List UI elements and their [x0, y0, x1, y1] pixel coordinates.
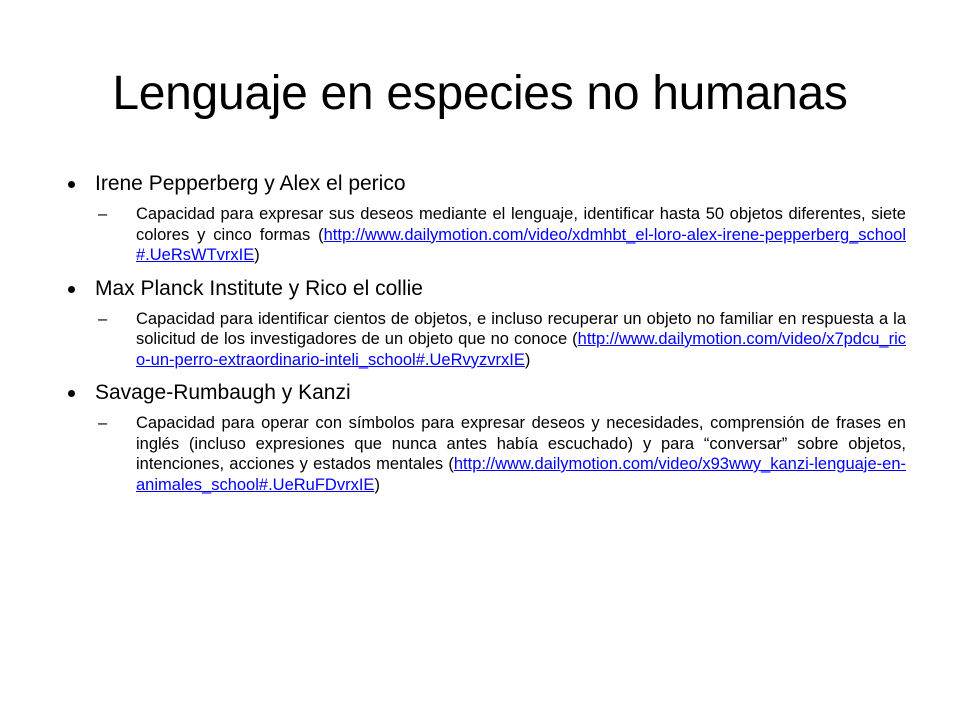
- dash-marker: –: [98, 309, 108, 328]
- sub-bullet-savage-rumbaugh: [64, 413, 906, 495]
- bullet-item-pepperberg: [64, 170, 906, 198]
- slide-body: [64, 170, 906, 495]
- bullet-item-savage-rumbaugh: [64, 379, 906, 407]
- slide-title: Lenguaje en especies no humanas: [112, 67, 848, 120]
- bullet-heading: Savage-Rumbaugh y Kanzi: [95, 381, 351, 404]
- sub-bullet-max-planck: [64, 309, 906, 371]
- closing-paren: ): [524, 350, 531, 369]
- bullet-dot-icon: [68, 181, 75, 188]
- closing-paren: ): [254, 246, 260, 264]
- sub-bullet-text: Capacidad para expresar sus deseos mediante el lenguaje, identificar hasta 50 objetos diferentes, siete colores y cinco formas (: [136, 205, 906, 244]
- dash-marker: –: [98, 414, 108, 432]
- video-link-alex[interactable]: http://www.dailymotion.com/video/xdmhbt_el-loro-alex-irene-pepperberg_school#.UeRsWTvrxIE: [136, 225, 906, 264]
- sub-bullet-pepperberg: [64, 204, 906, 266]
- dash-marker: –: [98, 205, 108, 223]
- bullet-heading: Max Planck Institute y Rico el collie: [95, 276, 423, 300]
- sub-bullet-text: Capacidad para operar con símbolos para expresar deseos y necesidades, comprensión de frases en inglés (incluso expresiones que nunca antes había escuchado) y para “conversar” sobre objetos, intenciones, acciones y estados mentales (: [136, 414, 906, 473]
- bullet-heading: Irene Pepperberg y Alex el perico: [95, 172, 406, 195]
- sub-bullet-text: Capacidad para identificar cientos de objetos, e incluso recuperar un objeto no familiar en respuesta a la solicitud de los investigadores de un objeto que no conoce (: [136, 309, 906, 348]
- video-link-rico[interactable]: http://www.dailymotion.com/video/x7pdcu_rico-un-perro-extraordinario-inteli_school#.UeRvyzvrxIE: [136, 330, 906, 369]
- bullet-item-max-planck: [64, 275, 906, 303]
- bullet-dot-icon: [68, 390, 75, 397]
- bullet-dot-icon: [68, 286, 75, 293]
- closing-paren: ): [374, 475, 380, 494]
- video-link-kanzi[interactable]: http://www.dailymotion.com/video/x93wwy_kanzi-lenguaje-en-animales_school#.UeRuFDvrxIE: [136, 455, 906, 494]
